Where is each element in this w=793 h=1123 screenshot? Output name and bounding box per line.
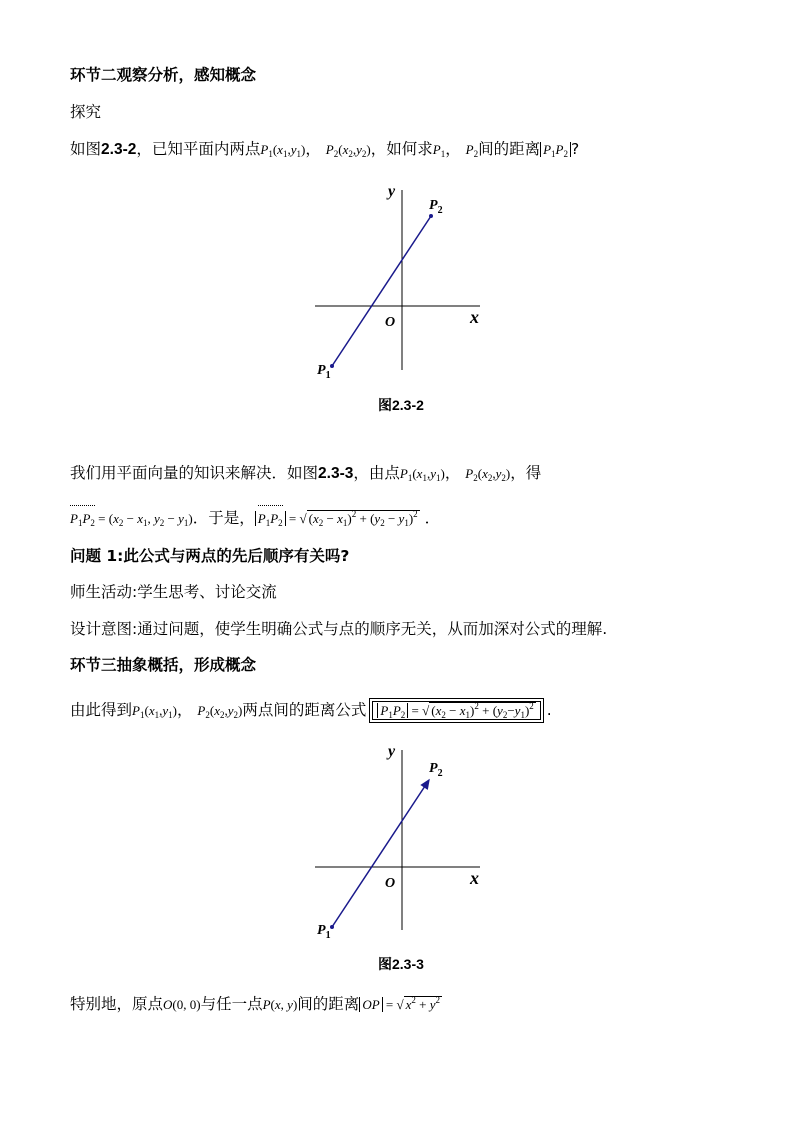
point-p2 [429,214,433,218]
q-text3: 间的距离 [478,140,541,158]
q-end: ? [571,140,580,158]
formula-vector-length: $P_1P_2$ = √ $(x_2 - x_1)^2 + (y_2 - y_1)^2$ [255,510,420,526]
point-p1 [330,925,334,929]
vector-line1: 我们用平面向量的知识来解决．如图2.3-3，由点$P_1(x_1,y_1)$， $P_2(x_2,y_2)$，得 [70,464,542,483]
p1-label: $P_1$ [317,363,331,381]
formula-distance-boxed: $P_1P_2$ = √ $(x_2 - x_1)^2 + (y_2-y_1)^2$ [372,701,540,720]
p2-label: $P_2$ [429,198,443,216]
question1-activity: 师生活动:学生思考、讨论交流 [70,583,277,601]
formula-p2-b: $P_2(x_2,y_2)$ [465,466,511,483]
formula-p1: $P_1(x_1,y_1)$ [260,142,306,159]
origin-label: O [385,876,396,891]
question-line: 如图2.3-2，已知平面内两点$P_1(x_1,y_1)$， $P_2(x_2,y_2)$，如何求$P_1$， $P_2$间的距离 $P_1P_2$ ? [70,140,580,159]
formula-origin: O(0, 0) [163,997,201,1012]
section3-formula-line: 由此得到$P_1(x_1,y_1)$， $P_2(x_2,y_2)$两点间的距离公式 $P_1P_2$ = √ $(x_2 - x_1)^2 + (y_2-y_1)^2$ . [70,701,552,720]
y-axis-label: y [388,183,396,200]
formula-p1-b: $P_1(x_1,y_1)$ [399,466,445,483]
y-axis-label: y [388,743,396,760]
section3-heading: 环节三抽象概括，形成概念 [70,656,257,674]
segment-p1p2 [332,216,431,366]
explore-label: 探究 [70,103,102,121]
vector-text2: ，由点 [353,464,400,482]
origin-label: O [385,315,396,330]
formula-vector: $P_1P_2 = (x_2 - x_1$, $y_2 - y_1$) [70,511,193,526]
vector-fig-ref: 2.3-3 [318,465,354,482]
p2-label: $P_2$ [429,761,443,779]
vector-text3: ，得 [510,464,542,482]
special-text2: 与任一点 [200,995,263,1013]
formula-p2-ref: $P_2$ [465,142,479,159]
formula-p1p2-abs: $P_1P_2$ [540,142,571,157]
formula-p2-c: $P_2(x_2,y_2)$ [197,703,243,720]
figure1-caption: 图2.3-2 [378,397,424,413]
formula-point-p: P(x, y) [262,997,298,1012]
section3-text2: 两点间的距离公式 [242,701,367,719]
special-text1: 特别地，原点 [70,995,164,1013]
formula-p1-c: $P_1(x_1,y_1)$ [132,703,177,720]
question1-intent: 设计意图:通过问题，使学生明确公式与点的顺序无关，从而加深对公式的理解. [70,620,608,638]
vector-line2: $P_1P_2 = (x_2 - x_1$, $y_2 - y_1$)．于是， $P_1P_2$ = √ $(x_2 - x_1)^2 + (y_2 - y_1)^2$ ． [70,503,440,534]
vector-text1: 我们用平面向量的知识来解决．如图 [70,464,319,482]
formula-p2: $P_2(x_2,y_2)$ [325,142,371,159]
point-p1 [330,364,334,368]
special-text3: 间的距离 [297,995,360,1013]
vector-text4: ．于是， [192,509,255,527]
q-text2: ，如何求 [370,140,433,158]
q-text1: ，已知平面内两点 [136,140,261,158]
p1-label: $P_1$ [317,923,331,941]
question1-heading: 问题 1:此公式与两点的先后顺序有关吗? [70,547,350,565]
special-line [70,989,442,1016]
x-axis-label: x [470,307,479,327]
figure-2-3-2 [310,180,500,385]
vector-p1p2 [332,780,429,927]
q-fig-ref: 2.3-2 [101,141,137,158]
figure2-caption: 图2.3-3 [378,956,424,972]
formula-p1-ref: $P_1$ [432,142,446,159]
section3-text1: 由此得到 [70,701,133,719]
formula-op-distance: OP = √ $x^2 + y^2$ [359,996,442,1012]
figure-2-3-3 [310,740,500,945]
section2-heading: 环节二观察分析，感知概念 [70,66,257,84]
x-axis-label: x [470,868,479,888]
q-prefix: 如图 [70,140,102,158]
